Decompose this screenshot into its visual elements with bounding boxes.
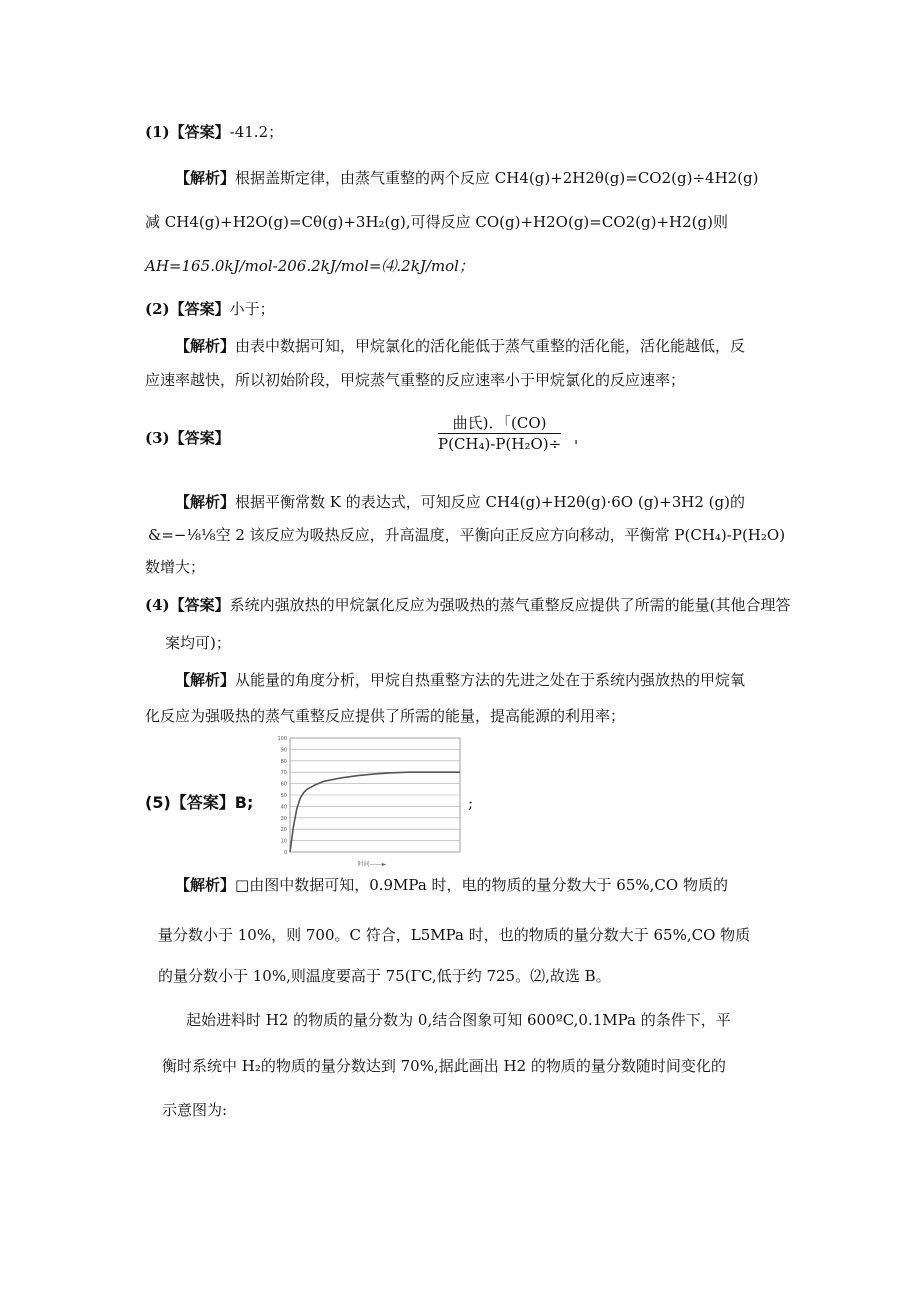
q5-analysis-line-3: 的量分数小于 10%,则温度要高于 75(ΓC,低于约 725。⑵,故选 B。 <box>158 967 611 985</box>
q3-analysis-tag: 【解析】 <box>175 493 236 511</box>
fraction-denominator: P(CH₄)-P(H₂O)÷ <box>438 435 562 453</box>
q1-analysis-line-2: 减 CH4(g)+H2O(g)=Cθ(g)+3H₂(g),可得反应 CO(g)+H2O(g)=CO2(g)+H2(g)则 <box>145 213 728 231</box>
q2-analysis-tag: 【解析】 <box>175 337 236 355</box>
q5-analysis-line-6: 示意图为: <box>162 1101 228 1119</box>
q3-analysis-line-3: 数增大； <box>145 558 206 576</box>
q5-answer-line <box>145 793 253 813</box>
q2-analysis-line-1 <box>175 336 745 356</box>
chart-x-axis-label: 时间——► <box>357 861 387 868</box>
chart-y-tick-label: 70 <box>280 770 287 777</box>
q4-answer-line-1 <box>145 595 791 615</box>
q1-answer-line <box>145 122 283 142</box>
chart-y-tick-label: 0 <box>283 850 287 856</box>
q4-analysis-line-2: 化反应为强吸热的蒸气重整反应提供了所需的能量，提高能源的利用率； <box>145 707 626 725</box>
q5-analysis-text: □由图中数据可知，0.9MPa 时，电的物质的量分数大于 65%,CO 物质的 <box>235 876 728 894</box>
q3-analysis-line-1 <box>175 492 745 512</box>
q1-answer-tag: (1)【答案】 <box>145 123 230 141</box>
q2-answer-line <box>145 299 275 319</box>
q1-answer-value: -41.2； <box>229 123 284 141</box>
chart-y-tick-label: 90 <box>280 747 287 754</box>
q5-answer-value: B; <box>234 793 254 812</box>
q1-analysis-line-1 <box>175 168 759 188</box>
q5-analysis-line-4: 起始进料时 H2 的物质的量分数为 0,结合图象可知 600ºC,0.1MPa 的条件下，平 <box>186 1011 731 1029</box>
q4-answer-text: 系统内强放热的甲烷氯化反应为强吸热的蒸气重整反应提供了所需的能量(其他合理答 <box>229 596 791 614</box>
q1-analysis-line-3: AH=165.0kJ/mol-206.2kJ∕mol=⑷.2kJ/mol； <box>145 257 474 275</box>
q3-answer-line <box>145 428 230 448</box>
q4-answer-line-2: 案均可)； <box>165 634 231 652</box>
q5-after-chart: ; <box>468 794 474 812</box>
q1-analysis-tag: 【解析】 <box>175 169 236 187</box>
chart-y-tick-label: 60 <box>280 781 287 788</box>
q5-analysis-line-2: 量分数小于 10%，则 700。C 符合，L5MPa 时，也的物质的量分数大于 65%,CO 物质 <box>158 926 751 944</box>
fraction-numerator: 曲氏)．「(CO) <box>438 413 561 434</box>
chart-grid <box>290 738 460 852</box>
q1-analysis-text: 根据盖斯定律，由蒸气重整的两个反应 CH4(g)+2H2θ(g)=CO2(g)÷4H2(g) <box>235 169 759 187</box>
q3-analysis-text: 根据平衡常数 K 的表达式，可知反应 CH4(g)+H2θ(g)·6O (g)+3H2 (g)的 <box>235 493 745 511</box>
q2-answer-value: 小于； <box>229 300 275 318</box>
q4-answer-tag: (4)【答案】 <box>145 596 230 614</box>
chart-series <box>290 772 460 852</box>
q5-analysis-line-1 <box>175 875 728 895</box>
q3-answer-fraction <box>438 413 561 454</box>
q2-analysis-line-2: 应速率越快，所以初始阶段，甲烷蒸气重整的反应速率小于甲烷氯化的反应速率； <box>145 371 686 389</box>
q4-analysis-text: 从能量的角度分析，甲烷自热重整方法的先进之处在于系统内强放热的甲烷氧 <box>235 671 746 689</box>
q5-analysis-line-5: 衡时系统中 H₂的物质的量分数达到 70%,据此画出 H2 的物质的量分数随时间变化的 <box>162 1057 726 1075</box>
chart-y-tick-label: 20 <box>280 827 287 834</box>
h2-fraction-chart <box>262 730 464 870</box>
chart-y-tick-label: 50 <box>280 793 287 799</box>
chart-y-tick-label: 80 <box>280 758 287 765</box>
q2-answer-tag: (2)【答案】 <box>145 300 230 318</box>
h2-fraction-series-line <box>290 772 460 852</box>
chart-y-ticks <box>277 736 287 856</box>
q4-analysis-tag: 【解析】 <box>175 671 236 689</box>
chart-y-tick-label: 40 <box>280 804 287 811</box>
q2-analysis-text: 由表中数据可知，甲烷氯化的活化能低于蒸气重整的活化能，活化能越低，反 <box>235 337 746 355</box>
chart-y-tick-label: 10 <box>280 838 287 845</box>
chart-y-tick-label: 100 <box>277 736 287 742</box>
q3-answer-tag: (3)【答案】 <box>145 429 230 447</box>
q5-answer-tag: (5)【答案】 <box>145 793 235 812</box>
chart-y-tick-label: 30 <box>280 815 287 822</box>
q4-analysis-line-1 <box>175 670 745 690</box>
q3-analysis-line-2: &=−⅛⅛空 2 该反应为吸热反应，升高温度，平衡向正反应方向移动，平衡常 P(CH₄)-P(H₂O) <box>148 526 786 544</box>
q3-fraction-suffix: ' <box>574 437 579 455</box>
q5-analysis-tag: 【解析】 <box>175 876 236 894</box>
